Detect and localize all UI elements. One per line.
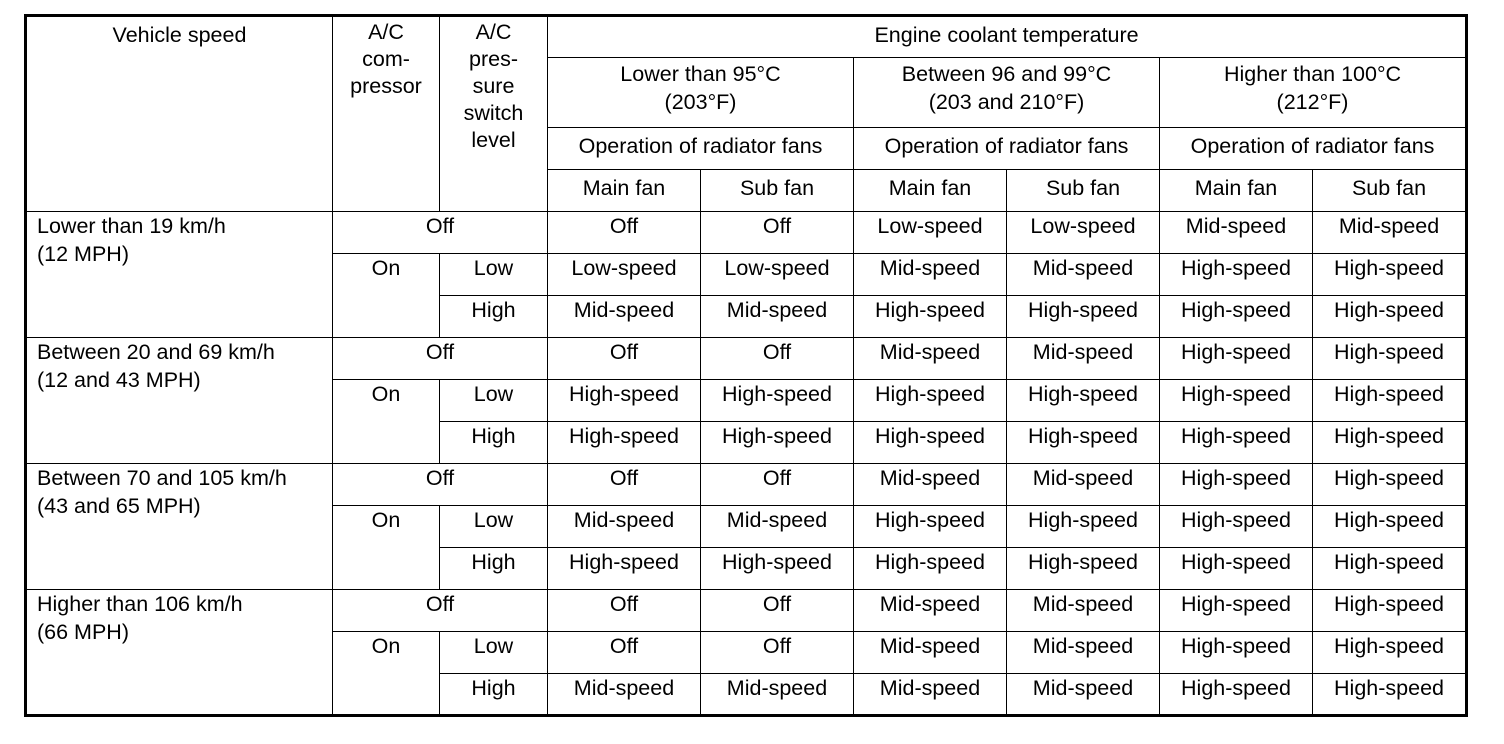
header-switch-line: A/C [475,20,512,44]
main-fan-value-cell: Mid-speed [548,674,701,716]
vehicle-speed-cell [26,212,333,338]
header-sub-fan [1007,170,1160,212]
header-switch-line: pres- [469,47,518,71]
header-operation-2 [854,128,1160,170]
main-fan-value-cell: Mid-speed [854,632,1007,674]
ac-compressor-on-cell: On [333,254,440,338]
sub-fan-label: Sub fan [1351,176,1427,200]
header-operation-1 [548,128,854,170]
vehicle-speed-line: (12 MPH) [37,242,129,266]
sub-fan-value-cell: High-speed [1313,296,1467,338]
main-fan-value-cell: High-speed [1160,464,1313,506]
main-fan-value-cell: High-speed [1160,380,1313,422]
main-fan-value-cell: Mid-speed [548,296,701,338]
header-ac-pressure-switch-level [440,16,548,212]
main-fan-value-cell: High-speed [1160,674,1313,716]
main-fan-label: Main fan [582,176,666,200]
main-fan-value-cell: High-speed [1160,506,1313,548]
ac-compressor-off-cell: Off [333,338,548,380]
operation-label: Operation of radiator fans [578,134,823,158]
sub-fan-value-cell: Mid-speed [701,674,854,716]
sub-fan-value-cell: Low-speed [701,254,854,296]
main-fan-value-cell: Off [548,464,701,506]
vehicle-speed-cell [26,590,333,716]
header-temp-range-high [1160,58,1467,128]
main-fan-value-cell: Off [548,338,701,380]
header-ac-compressor-line: com- [362,47,410,71]
pressure-switch-level-cell: Low [440,254,548,296]
ac-compressor-off-cell: Off [333,464,548,506]
sub-fan-value-cell: Off [701,464,854,506]
sub-fan-value-cell: High-speed [1313,590,1467,632]
sub-fan-value-cell: High-speed [1007,548,1160,590]
sub-fan-value-cell: High-speed [1007,422,1160,464]
main-fan-value-cell: Mid-speed [854,254,1007,296]
sub-fan-value-cell: Mid-speed [1007,590,1160,632]
main-fan-value-cell: High-speed [854,296,1007,338]
sub-fan-value-cell: Off [701,632,854,674]
table-row [26,464,1467,506]
sub-fan-value-cell: Mid-speed [701,506,854,548]
main-fan-value-cell: Mid-speed [548,506,701,548]
sub-fan-value-cell: Low-speed [1007,212,1160,254]
sub-fan-label: Sub fan [739,176,815,200]
vehicle-speed-line: (43 and 65 MPH) [37,494,201,518]
sub-fan-value-cell: High-speed [701,380,854,422]
main-fan-value-cell: High-speed [1160,296,1313,338]
main-fan-value-cell: Mid-speed [854,674,1007,716]
main-fan-value-cell: High-speed [854,422,1007,464]
ac-compressor-on-cell: On [333,380,440,464]
table-row [26,212,1467,254]
sub-fan-value-cell: Mid-speed [1007,254,1160,296]
header-engine-coolant-temperature [548,16,1467,58]
main-fan-label: Main fan [1194,176,1278,200]
main-fan-value-cell: High-speed [854,548,1007,590]
main-fan-value-cell: High-speed [1160,632,1313,674]
vehicle-speed-line: (12 and 43 MPH) [37,368,201,392]
sub-fan-value-cell: High-speed [1313,338,1467,380]
sub-fan-value-cell: Mid-speed [1007,464,1160,506]
main-fan-value-cell: High-speed [1160,548,1313,590]
pressure-switch-level-cell: Low [440,380,548,422]
header-temp-range-low [548,58,854,128]
operation-label: Operation of radiator fans [884,134,1129,158]
main-fan-value-cell: Off [548,632,701,674]
sub-fan-value-cell: Mid-speed [1007,632,1160,674]
sub-fan-value-cell: Mid-speed [1313,212,1467,254]
vehicle-speed-line: Between 70 and 105 km/h [37,466,287,490]
temp-range-line: (203°F) [664,90,737,114]
ac-compressor-on-cell: On [333,632,440,716]
vehicle-speed-line: Higher than 106 km/h [37,592,243,616]
sub-fan-value-cell: High-speed [701,422,854,464]
sub-fan-value-cell: High-speed [1313,506,1467,548]
main-fan-value-cell: High-speed [1160,338,1313,380]
main-fan-value-cell: Low-speed [854,212,1007,254]
temp-range-line: (203 and 210°F) [928,90,1085,114]
operation-label: Operation of radiator fans [1190,134,1435,158]
header-switch-line: sure [472,74,515,98]
main-fan-value-cell: High-speed [1160,254,1313,296]
main-fan-value-cell: Off [548,590,701,632]
ac-compressor-on-cell: On [333,506,440,590]
vehicle-speed-line: Between 20 and 69 km/h [37,340,275,364]
main-fan-value-cell: High-speed [854,506,1007,548]
temp-range-line: Between 96 and 99°C [901,62,1112,86]
ac-compressor-off-cell: Off [333,212,548,254]
sub-fan-value-cell: High-speed [1313,464,1467,506]
header-main-fan [854,170,1007,212]
sub-fan-value-cell: Mid-speed [1007,674,1160,716]
vehicle-speed-line: Lower than 19 km/h [37,214,226,238]
header-temp-range-mid [854,58,1160,128]
header-ac-compressor-line: pressor [350,74,422,98]
header-main-fan [1160,170,1313,212]
header-ac-compressor [333,16,440,212]
sub-fan-value-cell: High-speed [1313,380,1467,422]
main-fan-value-cell: Off [548,212,701,254]
header-sub-fan [1313,170,1467,212]
sub-fan-value-cell: Off [701,212,854,254]
temp-range-line: (212°F) [1276,90,1349,114]
main-fan-value-cell: High-speed [854,380,1007,422]
pressure-switch-level-cell: High [440,548,548,590]
radiator-fan-operation-table [24,14,1468,717]
main-fan-value-cell: High-speed [1160,590,1313,632]
sub-fan-value-cell: Off [701,338,854,380]
sub-fan-value-cell: High-speed [1007,380,1160,422]
temp-range-line: Higher than 100°C [1223,62,1402,86]
header-main-fan [548,170,701,212]
pressure-switch-level-cell: Low [440,506,548,548]
sub-fan-value-cell: High-speed [1313,674,1467,716]
sub-fan-value-cell: Mid-speed [701,296,854,338]
pressure-switch-level-cell: High [440,296,548,338]
main-fan-value-cell: Low-speed [548,254,701,296]
vehicle-speed-cell [26,338,333,464]
main-fan-value-cell: High-speed [548,422,701,464]
header-operation-3 [1160,128,1467,170]
table-row [26,338,1467,380]
header-engine-coolant-label: Engine coolant temperature [874,23,1139,47]
main-fan-value-cell: High-speed [548,548,701,590]
sub-fan-value-cell: High-speed [1313,422,1467,464]
ac-compressor-off-cell: Off [333,590,548,632]
sub-fan-value-cell: High-speed [1313,254,1467,296]
header-vehicle-speed [26,16,333,212]
pressure-switch-level-cell: Low [440,632,548,674]
main-fan-value-cell: Mid-speed [1160,212,1313,254]
main-fan-value-cell: High-speed [548,380,701,422]
main-fan-value-cell: Mid-speed [854,338,1007,380]
main-fan-value-cell: Mid-speed [854,464,1007,506]
pressure-switch-level-cell: High [440,422,548,464]
sub-fan-value-cell: High-speed [1313,548,1467,590]
temp-range-line: Lower than 95°C [620,62,781,86]
pressure-switch-level-cell: High [440,674,548,716]
sub-fan-value-cell: High-speed [1007,296,1160,338]
vehicle-speed-cell [26,464,333,590]
sub-fan-value-cell: Mid-speed [1007,338,1160,380]
header-switch-line: switch [463,101,524,125]
sub-fan-label: Sub fan [1045,176,1121,200]
header-ac-compressor-line: A/C [368,20,404,44]
vehicle-speed-line: (66 MPH) [37,620,129,644]
sub-fan-value-cell: High-speed [1313,632,1467,674]
main-fan-value-cell: Mid-speed [854,590,1007,632]
sub-fan-value-cell: Off [701,590,854,632]
main-fan-label: Main fan [888,176,972,200]
header-vehicle-speed-label: Vehicle speed [112,23,247,47]
header-switch-line: level [471,128,516,152]
sub-fan-value-cell: High-speed [1007,506,1160,548]
sub-fan-value-cell: High-speed [701,548,854,590]
main-fan-value-cell: High-speed [1160,422,1313,464]
header-sub-fan [701,170,854,212]
table-row [26,590,1467,632]
